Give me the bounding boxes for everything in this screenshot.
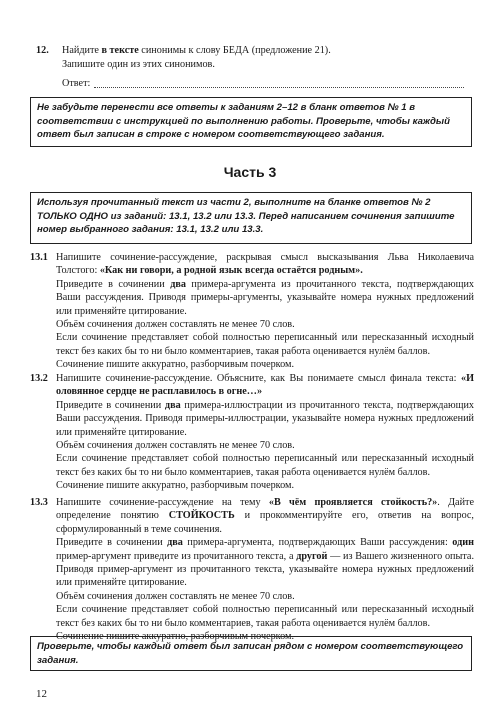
task-13-3-number: 13.3	[30, 497, 48, 508]
task-paragraph: Если сочинение представляет собой полностью переписанный или пересказанный исходный текст без каких бы то ни было комментариев, такая работа оценивается нулём баллов.	[56, 604, 474, 629]
note-box-check-answers: Проверьте, чтобы каждый ответ был записан рядом с номером соответствующего задания.	[30, 636, 472, 671]
task-paragraph: Сочинение пишите аккуратно, разборчивым почерком.	[56, 480, 295, 492]
part-title: Часть 3	[223, 164, 277, 180]
task-text: Напишите сочинение-рассуждение на тему	[56, 497, 269, 508]
task-text: примера-аргумента, подтверждающих Ваши рассуждения:	[182, 537, 453, 549]
task-13-1-number: 13.1	[30, 252, 48, 263]
task-text: Приведите в сочинении	[56, 278, 171, 290]
task-emphasis: другой	[296, 550, 328, 562]
task-emphasis: СТОЙКОСТЬ	[168, 510, 235, 522]
task-text: примера-иллюстрации из прочитанного текста, подтверждающих Ваши рассуждения. Приводя примеры-иллюстрации, указывайте номера нужных предложений или применяйте цитирование.	[56, 399, 474, 438]
task-paragraph: Сочинение пишите аккуратно, разборчивым почерком.	[56, 359, 295, 371]
task-13-2	[56, 372, 474, 493]
task-paragraph: Если сочинение представляет собой полностью переписанный или пересказанный исходный текст без каких бы то ни было комментариев, такая работа оценивается нулём баллов.	[56, 332, 474, 357]
task-text: — из Вашего жизненного опыта. Приводя пример-аргумент из прочитанного текста, указывайте номера нужных предложений или применяйте цитирование.	[56, 550, 474, 589]
task-text: Приведите в сочинении	[56, 537, 168, 549]
task-paragraph	[56, 251, 474, 278]
task-paragraph	[56, 278, 474, 318]
note-box-instructions: Используя прочитанный текст из части 2, выполните на бланке ответов № 2 ТОЛЬКО ОДНО из заданий: 13.1, 13.2 или 13.3. Перед написанием сочинения запишите номер выбранного задания: 13.1, 13.2 или 13.3.	[30, 192, 472, 244]
q12-text-part: синонимы к слову БЕДА (предложение 21).	[138, 45, 331, 56]
task-emphasis: два	[167, 537, 183, 549]
task-paragraph	[56, 496, 474, 536]
q12-text-part: Найдите	[62, 45, 102, 56]
question-12-text	[62, 44, 462, 57]
answer-label: Ответ:	[62, 78, 91, 89]
task-13-1	[56, 251, 474, 372]
task-emphasis: два	[170, 278, 186, 290]
q12-text-emphasis: в тексте	[101, 45, 139, 56]
task-13-3	[56, 496, 474, 643]
page-number: 12	[36, 688, 47, 700]
note-box-transfer-answers: Не забудьте перенести все ответы к заданиям 2–12 в бланк ответов № 1 в соответствии с инструкцией по выполнению работы. Проверьте, чтобы каждый ответ был записан в строке с номером соответствующего задания.	[30, 97, 472, 147]
question-12-subtext: Запишите один из этих синонимов.	[62, 59, 215, 70]
task-quote: «И оловянное сердце не расплавилось в огне…»	[56, 373, 474, 398]
task-emphasis: один	[452, 537, 474, 549]
task-paragraph: Объём сочинения должен составлять не менее 70 слов.	[56, 319, 295, 331]
task-text: пример-аргумент приведите из прочитанного текста, а	[56, 550, 297, 562]
task-quote: «В чём проявляется стойкость?»	[268, 497, 438, 508]
answer-line[interactable]	[94, 87, 464, 88]
task-text: Напишите сочинение-рассуждение. Объясните, как Вы понимаете смысл финала текста:	[56, 373, 461, 384]
task-text: примера-аргумента из прочитанного текста, подтверждающих Ваши рассуждения. Приводя примеры-аргументы, указывайте номера нужных предложений или применяйте цитирование.	[56, 278, 474, 317]
task-paragraph	[56, 399, 474, 439]
task-paragraph: Сочинение пишите аккуратно, разборчивым почерком.	[56, 631, 295, 643]
question-12-number: 12.	[36, 45, 49, 56]
task-text: . Дайте определение понятию	[56, 497, 474, 522]
task-paragraph: Объём сочинения должен составлять не менее 70 слов.	[56, 590, 295, 602]
task-text: и прокомментируйте его, ответив на вопрос, сформулированный в теме сочинения.	[56, 510, 474, 535]
task-paragraph	[56, 372, 474, 399]
task-paragraph	[56, 536, 474, 590]
task-text: Напишите сочинение-рассуждение, раскрывая смысл высказывания Льва Николаевича Толстого:	[56, 252, 474, 277]
task-paragraph: Если сочинение представляет собой полностью переписанный или пересказанный исходный текст без каких бы то ни было комментариев, такая работа оценивается нулём баллов.	[56, 453, 474, 478]
task-quote: «Как ни говори, а родной язык всегда остаётся родным».	[99, 265, 363, 277]
task-paragraph: Объём сочинения должен составлять не менее 70 слов.	[56, 440, 295, 452]
task-emphasis: два	[164, 399, 181, 411]
task-13-2-number: 13.2	[30, 373, 48, 384]
task-text: Приведите в сочинении	[56, 399, 165, 411]
